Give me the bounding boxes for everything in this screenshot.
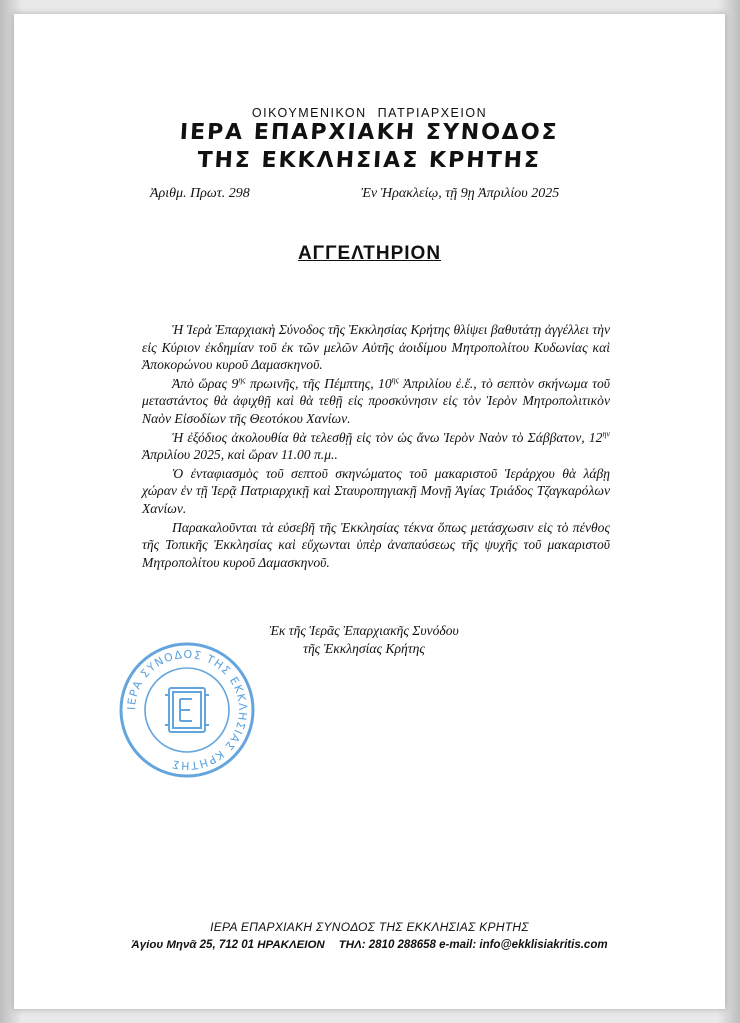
- paragraph-3: [142, 429, 610, 464]
- p3-text-b: Ἀπριλίου 2025, καὶ ὥραν 11.00 π.μ..: [142, 447, 338, 463]
- signature-block: [244, 622, 484, 657]
- paragraph-4: Ὁ ἐνταφιασμὸς τοῦ σεπτοῦ σκηνώματος τοῦ μακαριστοῦ Ἱεράρχου θὰ λάβῃ χώραν ἐν τῇ Ἱερᾷ Πατριαρχικῇ καὶ Σταυροπηγιακῇ Μονῇ Ἁγίας Τριάδος Τζαγκαρόλων Χανίων.: [142, 465, 610, 516]
- p3-text-a: Ἡ ἐξόδιος ἀκολουθία θὰ τελεσθῇ εἰς τὸν ὡς ἄνω Ἱερὸν Ναὸν τὸ Σάββατον, 12: [172, 429, 603, 445]
- footer-phone: ΤΗΛ: 2810 288658: [338, 939, 436, 951]
- document-title: ΑΓΓΕΛΤΗΡΙΟΝ: [297, 243, 442, 264]
- church-heading: ΤΗΣ ΕΚΚΛΗΣΙΑΣ ΚΡΗΤΗΣ: [195, 148, 544, 173]
- document-page: [14, 14, 725, 1009]
- paragraph-1: Ἡ Ἱερὰ Ἐπαρχιακὴ Σύνοδος τῆς Ἐκκλησίας Κρήτης θλίψει βαθυτάτῃ ἀγγέλλει τὴν εἰς Κύριον ἐκδημίαν τοῦ ἐκ τῶν μελῶν Αὐτῆς ἀοιδίμου Μητροπολίτου Κυδωνίας καὶ Ἀποκορώνου κυροῦ Δαμασκηνοῦ.: [142, 322, 610, 373]
- synod-heading: ΙΕΡΑ ΕΠΑΡΧΙΑΚΗ ΣΥΝΟΔΟΣ: [178, 120, 561, 145]
- protocol-number: Ἀριθμ. Πρωτ. 298: [150, 186, 250, 201]
- footer-contact: [14, 939, 725, 951]
- footer-email: e-mail: info@ekklisiakritis.com: [439, 939, 608, 951]
- announcement-body: [142, 321, 610, 571]
- signature-line-2: τῆς Ἐκκλησίας Κρήτης: [303, 640, 425, 656]
- paragraph-5: Παρακαλοῦνται τὰ εὐσεβῆ τῆς Ἐκκλησίας τέκνα ὅπως μετάσχωσιν εἰς τὸ πένθος τῆς Τοπικῆς Ἐκκλησίας καὶ εὔχωνται ὑπὲρ ἀναπαύσεως τῆς ψυχῆς τοῦ μακαριστοῦ Μητροπολίτου κυροῦ Δαμασκηνοῦ.: [142, 519, 610, 570]
- footer-address: Ἁγίου Μηνᾶ 25, 712 01 ΗΡΑΚΛΕΙΟΝ: [131, 939, 325, 951]
- seal-stamp-icon: [118, 641, 256, 779]
- p2-superscript-1: ης: [238, 375, 246, 385]
- p3-superscript: ην: [602, 429, 610, 439]
- p2-text-b: πρωινῆς, τῆς Πέμπτης, 10: [245, 375, 392, 391]
- stamp-text: ΙΕΡΑ ΣΥΝΟΔΟΣ ΤΗΣ ΕΚΚΛΗΣΙΑΣ ΚΡΗΤΗΣ: [124, 647, 250, 773]
- footer-organization: ΙΕΡΑ ΕΠΑΡΧΙΑΚΗ ΣΥΝΟΔΟΣ ΤΗΣ ΕΚΚΛΗΣΙΑΣ ΚΡΗΤΗΣ: [210, 920, 529, 934]
- p2-superscript-2: ης: [391, 375, 399, 385]
- paragraph-2: [142, 375, 610, 428]
- patriarchate-heading: ΟΙΚΟΥΜΕΝΙΚΟΝ ΠΑΤΡΙΑΡΧΕΙΟΝ: [251, 106, 488, 120]
- date-line: Ἐν Ἡρακλείῳ, τῇ 9ῃ Ἀπριλίου 2025: [361, 186, 560, 201]
- p2-text-c: Ἀπριλίου ἐ.ἔ., τὸ σεπτὸν σκήνωμα τοῦ μεταστάντος θὰ ἀφιχθῇ καὶ θὰ τεθῇ εἰς προσκύνησιν εἰς τὸν Ἱερὸν Μητροπολιτικὸν Ναὸν Εἰσοδίων τῆς Θεοτόκου Χανίων.: [142, 375, 611, 426]
- signature-line-1: Ἐκ τῆς Ἱερᾶς Ἐπαρχιακῆς Συνόδου: [269, 623, 459, 638]
- p2-text-a: Ἀπὸ ὥρας 9: [172, 375, 239, 391]
